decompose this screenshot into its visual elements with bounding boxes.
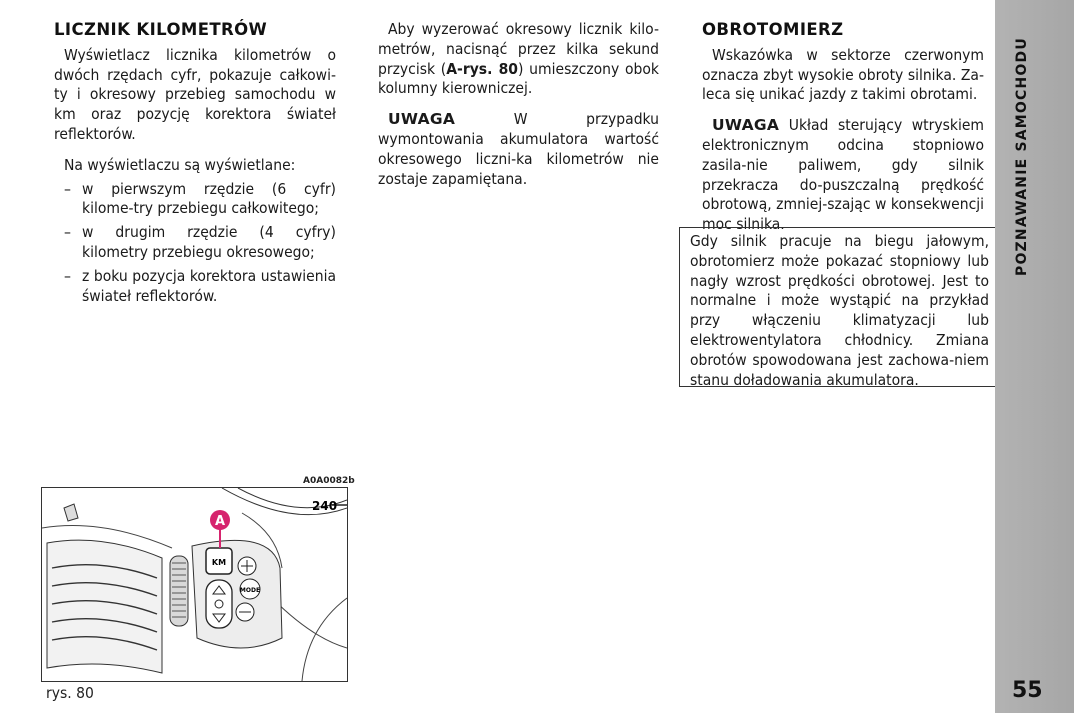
- mode-label: MODE: [239, 587, 261, 594]
- note-battery: [378, 110, 659, 189]
- km-label: KM: [211, 558, 227, 567]
- note-text: W przypadku wymontowania akumulatora wartość okresowego liczni-ka kilometrów nie zostaje zapamiętana.: [378, 110, 659, 188]
- thumbwheel: [170, 556, 188, 626]
- page-number: 55: [1012, 678, 1043, 703]
- note-text: Układ sterujący wtryskiem elektronicznym odcina stopniowo zasila-nie paliwem, gdy silnik przekracza do-puszczalną prędkość obrotową, zmniej-szając w konsekwencji moc silnika.: [702, 116, 984, 234]
- chapter-title: POZNAWANIE SAMOCHODU: [1014, 37, 1030, 276]
- list-item: – z boku pozycja korektora ustawienia świateł reflektorów.: [54, 267, 336, 307]
- note-injection: [702, 116, 984, 235]
- tachometer-description: Wskazówka w sektorze czerwonym oznacza zbyt wysokie obroty silnika. Za-leca się unikać jazdy z takimi obrotami.: [702, 45, 984, 104]
- reset-instruction: [378, 20, 659, 99]
- display-items-list: [54, 180, 336, 307]
- lamp-adjust-rocker[interactable]: [206, 580, 232, 628]
- list-item: – w drugim rzędzie (4 cyfry) kilometry przebiegu okresowego;: [54, 223, 336, 263]
- minus-button[interactable]: [236, 603, 254, 621]
- odometer-description: Wyświetlacz licznika kilometrów o dwóch rzędach cyfr, pokazuje całkowi-ty i okresowy przebieg samochodu w km oraz pozycję korektora świateł reflektorów.: [54, 45, 336, 143]
- note-keyword: UWAGA: [388, 110, 456, 129]
- air-vent: [47, 504, 162, 673]
- idle-info-box: Gdy silnik pracuje na biegu jałowym, obrotomierz może pokazać stopniowy lub nagły wzrost prędkości obrotowej. Jest to normalne i może wystąpić na przykład przy włączeniu klimatyzacji lub elektrowentylatora chłodnicy. Zmiana obrotów spowodowana jest zachowa-niem stanu doładowania akumulatora.: [679, 227, 998, 387]
- display-intro: Na wyświetlaczu są wyświetlane:: [64, 155, 296, 174]
- steering-column-illustration: [42, 488, 347, 681]
- figure-code: A0A0082b: [303, 476, 355, 486]
- column-tachometer: [702, 20, 984, 246]
- callout-label: A: [214, 514, 226, 529]
- section-heading-tachometer: OBROTOMIERZ: [702, 20, 844, 39]
- column-reset: [378, 20, 659, 200]
- speed-scale-label: 240: [312, 499, 338, 513]
- mode-button[interactable]: [240, 579, 260, 599]
- chapter-sidebar: [995, 0, 1074, 713]
- figure-reference: A-rys. 80: [446, 59, 518, 78]
- figure-caption: rys. 80: [46, 684, 94, 702]
- reset-text-a: Aby wyzerować okresowy licznik kilo-metrów, nacisnąć przez kilka sekund przycisk (: [378, 20, 659, 78]
- figure-steering-column: [41, 487, 348, 682]
- list-item: – w pierwszym rzędzie (6 cyfr) kilome-try przebiegu całkowitego;: [54, 180, 336, 220]
- reset-text-b: ) umieszczony obok kolumny kierowniczej.: [378, 59, 659, 98]
- note-keyword: UWAGA: [712, 116, 780, 135]
- section-heading-odometer: LICZNIK KILOMETRÓW: [54, 20, 268, 39]
- plus-button[interactable]: [238, 557, 256, 575]
- column-odometer: [54, 20, 336, 310]
- km-button[interactable]: [206, 548, 232, 574]
